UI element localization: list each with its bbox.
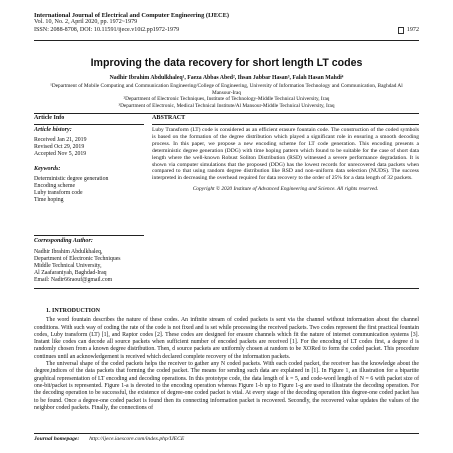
corresponding-heading: Corresponding Author:: [34, 238, 93, 244]
introduction-heading: 1. INTRODUCTION: [46, 308, 101, 314]
journal-header: [34, 12, 419, 34]
article-history: [34, 127, 144, 204]
affiliation-2: ²Department of Electronic Techniques, Institute of Technology-Middle Technical University, Iraq: [123, 96, 330, 102]
affiliation-1: ¹Department of Mobile Computing and Communication Engineering/College of Engineering, University of Information Technology and Communication, Baghdad Al Mansour-Iraq: [50, 83, 403, 96]
homepage-link[interactable]: http://ijece.iaescore.com/index.php/IJECE: [89, 436, 185, 442]
intro-paragraph-1: The word fountain describes the nature of these codes. An infinite stream of coded packets is sent via the channel without information about the channel conditions. With such way of coding the rate of the code is not fixed and is set while processing the received packets. Two codes represent the first practical fountain codes, Luby transform (LT) [1], and Raptor codes [2]. These codes are designed for erasure channels which fit the nature of internet communication systems [3]. Instant like codes can decode all source packets when sufficient number of encoded packets are received [1]. For the encoding of LT codes first, a degree d is randomly chosen from a known degree distribution. Then, d source packets are uniformly chosen at random to be XORed to form the coded packet. This procedure continues until an acknowledgement is received which declared complete recovery of the information packets.: [34, 317, 419, 360]
abstract-content: [152, 127, 419, 193]
homepage-label: Journal homepage:: [34, 436, 80, 442]
intro-paragraph-2: The universal shape of the coded packets helps the receiver to gather any N coded packets. With each coded packet, the receiver has the knowledge about the degree,indices of the data packets that forming the coded packet. The means for sending such data are explained in [1]. In Figure 1, an illustration for a bipartite graphical representation of LT encoding and decoding operations. In this prototype code, the data length of k = 5, and code-word length of N = 6 with packet size of one-bit/packet is represented. Figure 1-a is devoted to the encoding operation whereas Figure 1-b up to Figure 1-g are used to illustrate the decoding operation. For the decoding operation to be successful, the existence of degree-one coded packet is vital. At every stage of the decoding operation this degree-one coded packet has to be found. Once a degree-one coded packet is found then its connecting information packet is recovered. Secondly, the recovered value updates the values of the neighbor coded packets. Finally, the connections of: [34, 361, 419, 411]
document-icon: [398, 27, 404, 34]
info-bottom-rule: [34, 288, 419, 289]
issn-row: [34, 27, 419, 34]
corresponding-name: Nadhir Ibrahim Abdulkhaleq,: [34, 249, 103, 255]
info-left-rule: [34, 124, 144, 125]
affiliations: [40, 83, 413, 109]
header-rule: [34, 40, 419, 41]
abstract-section: [152, 115, 419, 122]
page-number-box: [398, 27, 419, 34]
corresponding-univ: Middle Technical University,: [34, 263, 102, 269]
paper-title: Improving the data recovery for short length LT codes: [90, 57, 363, 69]
info-top-rule: [34, 113, 419, 114]
affiliation-3: ³Department of Electronic, Medical Technical Institute/Al Mansour-Middle Technical University, Iraq: [118, 102, 335, 109]
corresponding-top-rule: [34, 235, 144, 236]
corresponding-email[interactable]: Email: Nadir66raouf@gmail.com: [34, 277, 113, 283]
copyright-notice: Copyright © 2020 Institute of Advanced Engineering and Science. All rights reserved.: [192, 186, 379, 193]
journal-name: International Journal of Electrical and Computer Engineering (IJECE): [34, 12, 229, 19]
keyword-2: Encoding scheme: [34, 183, 76, 189]
journal-issn: ISSN: 2088-8708, DOI: 10.11591/ijece.v10i2.pp1972-1979: [34, 26, 180, 33]
journal-volume: Vol. 10, No. 2, April 2020, pp. 1972~1979: [34, 19, 138, 26]
footer-rule: [34, 433, 419, 434]
article-info: [34, 115, 144, 122]
history-heading: Article history:: [34, 127, 72, 133]
keyword-1: Deterministic degree generation: [34, 176, 109, 182]
article-info-heading: Article Info: [34, 115, 65, 121]
history-revised: Revised Oct 29, 2019: [34, 144, 85, 150]
abstract-text: Luby Transform (LT) code is considered as an efficient erasure fountain code. The construction of the coded symbols is based on the formation of the degree distribution which played a significant role in ensuring a smooth decoding process. In this paper, we propose a new encoding scheme for LT code generation. This encoding presents a deterministic degree generation (DDG) with time hoping pattern which found to be suitable for the case of short data length where the well-known Robust Soliton Distribution (RSD) witnessed a severe performance degradation. It is shown via computer simulations that the proposed (DDG) has the lowest records for unrecovered data packets when compared to that using random degree distribution like RSD and non-uniform data selection (NUDS). The success interpreted in decreasing the overhead required for data recovery to the order of 25% for a data length of 32 packets.: [152, 127, 419, 182]
history-received: Received Jan 21, 2019: [34, 137, 87, 143]
page-number: 1972: [406, 26, 419, 33]
keywords-heading: Keywords:: [34, 166, 61, 172]
history-accepted: Accepted Nov 5, 2019: [34, 151, 87, 157]
introduction-section: [34, 308, 419, 412]
abstract-heading: ABSTRACT: [152, 115, 186, 121]
corresponding-address: Al Zaafaraniyah, Baghdad-Iraq: [34, 270, 107, 276]
corresponding-author: [34, 238, 144, 284]
keyword-4: Time hoping: [34, 197, 64, 203]
author-list: Nadhir Ibrahim Abdulkhaleq¹, Faeza Abbas Abed², Ihsan Jabbar Hasan³, Falah Hasan Mahdi⁴: [109, 75, 344, 81]
journal-footer: [34, 436, 419, 442]
abstract-rule: [152, 124, 419, 125]
corresponding-dept: Department of Electronic Techniques: [34, 256, 121, 262]
keyword-3: Luby transform code: [34, 190, 83, 196]
